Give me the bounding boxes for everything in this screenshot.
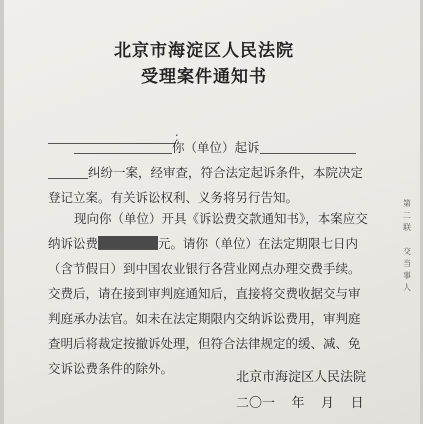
copy-number: 第 二 联 — [403, 199, 411, 232]
signature-court: 北京市海淀区人民法院 — [236, 370, 367, 385]
you-unit-text: 你（单位） — [172, 140, 235, 155]
copy-label — [400, 198, 414, 294]
fee-amount-masked — [98, 236, 158, 250]
filed-suit-text: 起诉 — [234, 140, 260, 155]
paragraph-case-accepted — [48, 135, 372, 210]
copy-recipient: 交 当 事 人 — [403, 247, 411, 292]
notice-document — [4, 0, 420, 424]
dispute-text: 纠纷一案，经审查，符合法定起诉条件，本院决定登记立案。有关诉讼权利、义务将另行告知。 — [48, 165, 364, 205]
fee-notice-text: 现向你（单位）开具《诉讼费交款通知书》，本案应交纳诉讼费 — [48, 211, 368, 251]
signature-date: 二〇一 年 月 日 — [236, 396, 364, 411]
document-title: 受理案件通知书 — [141, 67, 267, 87]
addressee-separator: ： — [174, 130, 187, 144]
plaintiff-blank — [74, 140, 172, 154]
paragraph-fee-notice — [48, 206, 372, 381]
defendant-blank — [260, 140, 356, 154]
case-cause-blank — [48, 165, 88, 179]
fee-instructions-text: 元。请你（单位）在法定期限七日内（含节假日）到中国农业银行各营业网点办理交费手续。交费后，请在接到审判庭通知后，直接将交费收据交与审判庭承办法官。如未在法定期限内交纳诉讼费用，审判庭查明后将裁定按撤诉处理，但符合法律规定的缓、减、免交诉讼费条件的除外。 — [48, 236, 361, 376]
court-name: 北京市海淀区人民法院 — [114, 41, 294, 61]
